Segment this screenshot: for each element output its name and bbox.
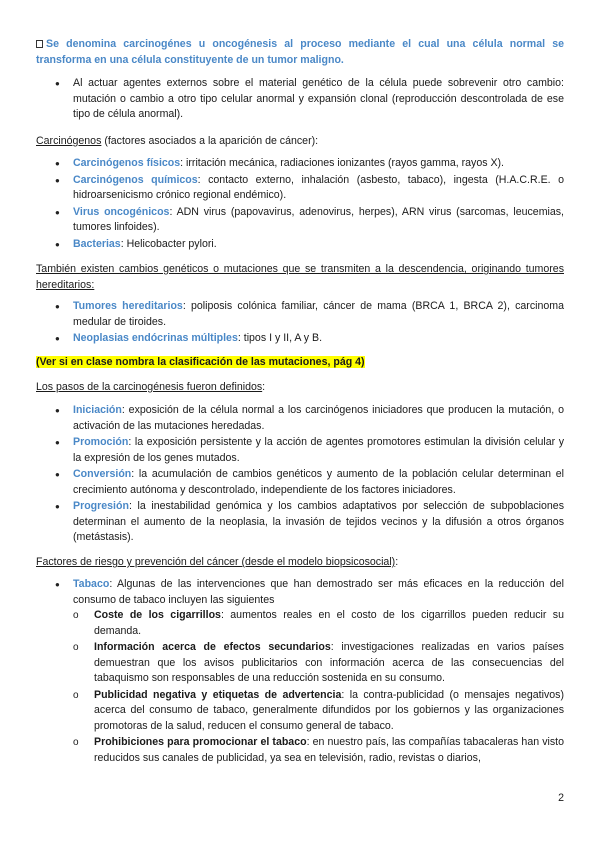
text: : la inestabilidad genómica y los cambios adaptativos por selección de subpoblaciones determinan el aumento de la neoplasia, la invasión de tejidos vecinos y la difusión a otros órganos (metástasis). bbox=[73, 500, 564, 543]
list-item bbox=[36, 403, 564, 434]
term: Carcinógenos físicos bbox=[73, 157, 181, 169]
heading-text: Los pasos de la carcinogénesis fueron definidos bbox=[36, 381, 263, 393]
text: : en nuestro país, las compañías tabacaleras han visto reducidos sus canales de publicidad, ya sea en televisión, radio, revistas o diarios, bbox=[94, 736, 564, 764]
highlighted-note: (Ver si en clase nombra la clasificación de las mutaciones, pág 4) bbox=[36, 356, 365, 368]
text: : ADN virus (papovavirus, adenovirus, herpes), ARN virus (sarcomas, leucemias, tumores linfoides). bbox=[73, 205, 564, 233]
hereditarios-heading: También existen cambios genéticos o mutaciones que se transmiten a la descendencia, originando tumores hereditarios: bbox=[36, 263, 564, 291]
term: Tumores hereditarios bbox=[73, 300, 183, 312]
pasos-heading bbox=[36, 380, 564, 396]
list-item bbox=[36, 205, 564, 236]
heading-suffix: : bbox=[395, 556, 399, 568]
carcinogenos-list bbox=[36, 156, 564, 253]
factores-heading bbox=[36, 555, 564, 571]
term: Iniciación bbox=[73, 404, 122, 416]
intro-bullet-list bbox=[36, 76, 564, 124]
sub-list-item bbox=[73, 608, 564, 639]
list-item bbox=[36, 435, 564, 466]
hereditarios-list bbox=[36, 299, 564, 348]
bullet-text: Al actuar agentes externos sobre el material genético de la célula puede sobrevenir otro cambio: mutación o cambio a otro tipo celular anormal y expansión clonal (reproducción descontrolada de ese tipo de célula anormal). bbox=[73, 77, 564, 120]
note-paragraph bbox=[36, 355, 564, 371]
term: Promoción bbox=[73, 436, 129, 448]
text: : tipos I y II, A y B. bbox=[237, 332, 323, 344]
list-item bbox=[36, 237, 564, 253]
list-item bbox=[36, 173, 564, 204]
list-item bbox=[36, 577, 564, 766]
carcinogenos-heading bbox=[36, 134, 564, 150]
text: : Helicobacter pylori. bbox=[120, 237, 217, 250]
term: Prohibiciones para promocionar el tabaco bbox=[94, 736, 307, 748]
heading-suffix: : bbox=[262, 381, 266, 393]
term: Coste de los cigarrillos bbox=[94, 609, 221, 621]
term: Virus oncogénicos bbox=[73, 205, 170, 218]
list-item bbox=[36, 299, 564, 330]
list-item bbox=[36, 467, 564, 498]
text: : aumentos reales en el costo de los cigarrillos pueden reducir su demanda. bbox=[94, 609, 564, 637]
term: Conversión bbox=[73, 468, 132, 480]
list-item bbox=[36, 331, 564, 347]
text: : contacto externo, inhalación (asbesto, tabaco), ingesta (H.A.C.R.E. o hidroarsenicismo crónico regional endémico). bbox=[73, 173, 564, 201]
text: : exposición de la célula normal a los carcinógenos iniciadores que producen la mutación, o activación de las mutaciones heredadas. bbox=[73, 404, 564, 432]
page-number: 2 bbox=[558, 792, 564, 804]
intro-paragraph bbox=[36, 37, 564, 68]
text: : investigaciones realizadas en varios países demuestran que los avisos publicitarios con información acerca de las consecuencias del tabaquismo son responsables de una reducción sostenida en su consumo. bbox=[94, 641, 564, 684]
text: : irritación mecánica, radiaciones ionizantes (rayos gamma, rayos X). bbox=[180, 157, 504, 169]
intro-text: Se denomina carcinogénes u oncogénesis al proceso mediante el cual una célula normal se transforma en una célula constituyente de un tumor maligno. bbox=[36, 38, 564, 66]
list-item bbox=[36, 499, 564, 546]
list-item bbox=[36, 76, 564, 123]
text: : la acumulación de cambios genéticos y aumento de la población celular determinan el crecimiento autónoma y descontrolado, independiente de los factores iniciadores. bbox=[73, 468, 564, 496]
sub-list-item bbox=[73, 735, 564, 766]
heading-rest: (factores asociados a la aparición de cáncer): bbox=[101, 135, 319, 147]
list-item bbox=[36, 156, 564, 172]
text: : la exposición persistente y la acción de agentes promotores estimulan la división celular y la expresión de los genes mutados. bbox=[73, 436, 564, 464]
factores-list bbox=[36, 577, 564, 767]
term: Bacterias bbox=[73, 237, 121, 250]
pasos-list bbox=[36, 403, 564, 547]
term: Información acerca de efectos secundarios bbox=[94, 641, 331, 653]
term: Publicidad negativa y etiquetas de advertencia bbox=[94, 688, 342, 701]
heading-term: Carcinógenos bbox=[36, 135, 102, 147]
term: Tabaco bbox=[73, 578, 110, 590]
sub-list-item bbox=[73, 640, 564, 687]
text: : Algunas de las intervenciones que han demostrado ser más eficaces en la reducción del consumo de tabaco incluyen las siguientes bbox=[73, 578, 564, 606]
heading-text: Factores de riesgo y prevención del cáncer (desde el modelo biopsicosocial) bbox=[36, 556, 396, 568]
term: Progresión bbox=[73, 500, 129, 512]
text: : la contra-publicidad (o mensajes negativos) acerca del consumo de tabaco, generalmente difundidos por los gobiernos y las organizaciones promotoras de la salud, reducen el consumo general de tabaco. bbox=[94, 688, 564, 732]
tabaco-sublist bbox=[73, 608, 564, 766]
term: Neoplasias endócrinas múltiples bbox=[73, 332, 238, 344]
checkbox-glyph-icon bbox=[36, 40, 43, 48]
term: Carcinógenos químicos bbox=[73, 173, 198, 186]
sub-list-item bbox=[73, 688, 564, 735]
text: : poliposis colónica familiar, cáncer de mama (BRCA 1, BRCA 2), carcinoma medular de tiroides. bbox=[73, 300, 564, 328]
